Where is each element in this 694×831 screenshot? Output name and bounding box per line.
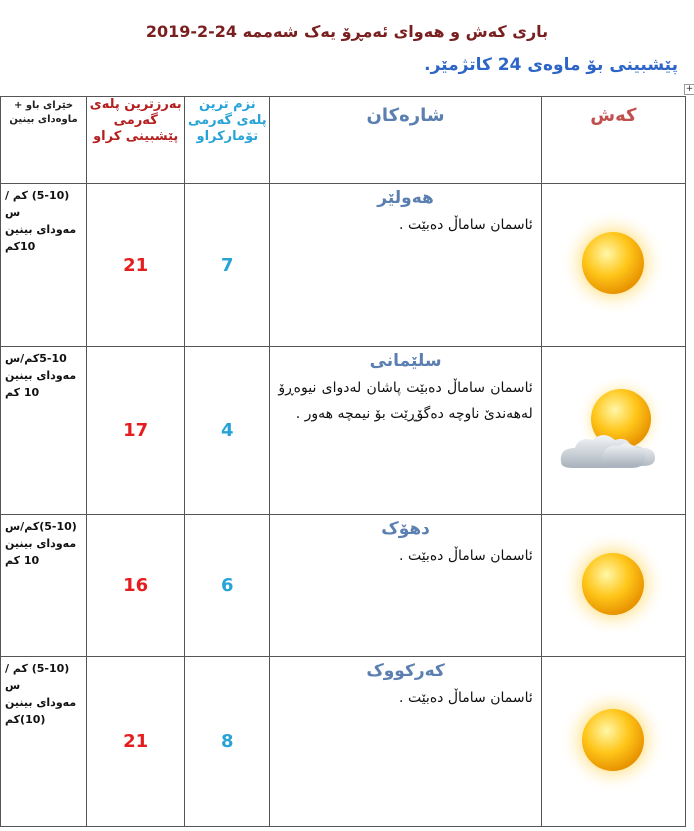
header-weather: کەش [541,97,685,184]
city-cell [270,184,541,347]
forecast-description: ئاسمان ساماڵ دەبێت . [399,548,533,564]
wind-speed: (5-10) کم /س [5,662,70,692]
min-temp: 8 [185,657,270,827]
table-header-row [1,97,686,184]
table-row [1,515,686,657]
weather-table [0,96,686,827]
max-temp: 17 [87,347,185,515]
city-name: هەولێر [377,188,434,208]
max-temp: 16 [87,515,185,657]
wind-speed: (5-10) کم /س [5,189,70,219]
city-name: دهۆک [381,519,430,539]
city-cell [270,347,541,515]
visibility: مەودای بینین 10کم [5,223,77,253]
max-temp: 21 [87,657,185,827]
visibility: مەودای بینین 10 کم [5,537,77,567]
wind-cell [1,184,87,347]
visibility: مەودای بینین (10)کم [5,696,77,726]
table-row [1,657,686,827]
sun-cloud-icon [541,347,685,515]
max-temp: 21 [87,184,185,347]
sun-icon [541,515,685,657]
sun-icon [541,657,685,827]
city-name: سلێمانی [369,351,442,371]
wind-cell [1,347,87,515]
header-cities: شارەکان [270,97,541,184]
wind-speed: 5-10کم/س [5,352,67,365]
sun-icon [541,184,685,347]
page-title: باری کەش و هەوای ئەمڕۆ یەک شەممە 24-2-2019 [145,22,549,41]
header-max-temp: بەرزترین پلەی گەرمی پێشبینی کراو [87,97,185,184]
header-min-temp: نزم ترین پلەی گەرمی تۆمارکراو [185,97,270,184]
city-name: کەرکووک [366,661,445,681]
visibility: مەودای بینین 10 کم [5,369,77,399]
header-wind: خێرای باو + ماوەدای بینین [1,97,87,184]
min-temp: 7 [185,184,270,347]
forecast-description: ئاسمان ساماڵ دەبێت . [399,690,533,706]
forecast-description: ئاسمان ساماڵ دەبێت . [399,217,533,233]
min-temp: 6 [185,515,270,657]
page-subtitle: پێشبینی بۆ ماوەی 24 کاتژمێر. [424,55,678,75]
forecast-description: ئاسمان ساماڵ دەبێت پاشان لەدوای نیوەڕۆ لەهەندێ ناوچە دەگۆڕێت بۆ نیمچە هەور . [278,380,533,422]
min-temp: 4 [185,347,270,515]
wind-speed: (5-10)کم/س [5,520,77,533]
city-cell [270,657,541,827]
table-row [1,184,686,347]
wind-cell [1,515,87,657]
table-row [1,347,686,515]
city-cell [270,515,541,657]
wind-cell [1,657,87,827]
expand-plus-icon[interactable]: + [685,84,694,94]
